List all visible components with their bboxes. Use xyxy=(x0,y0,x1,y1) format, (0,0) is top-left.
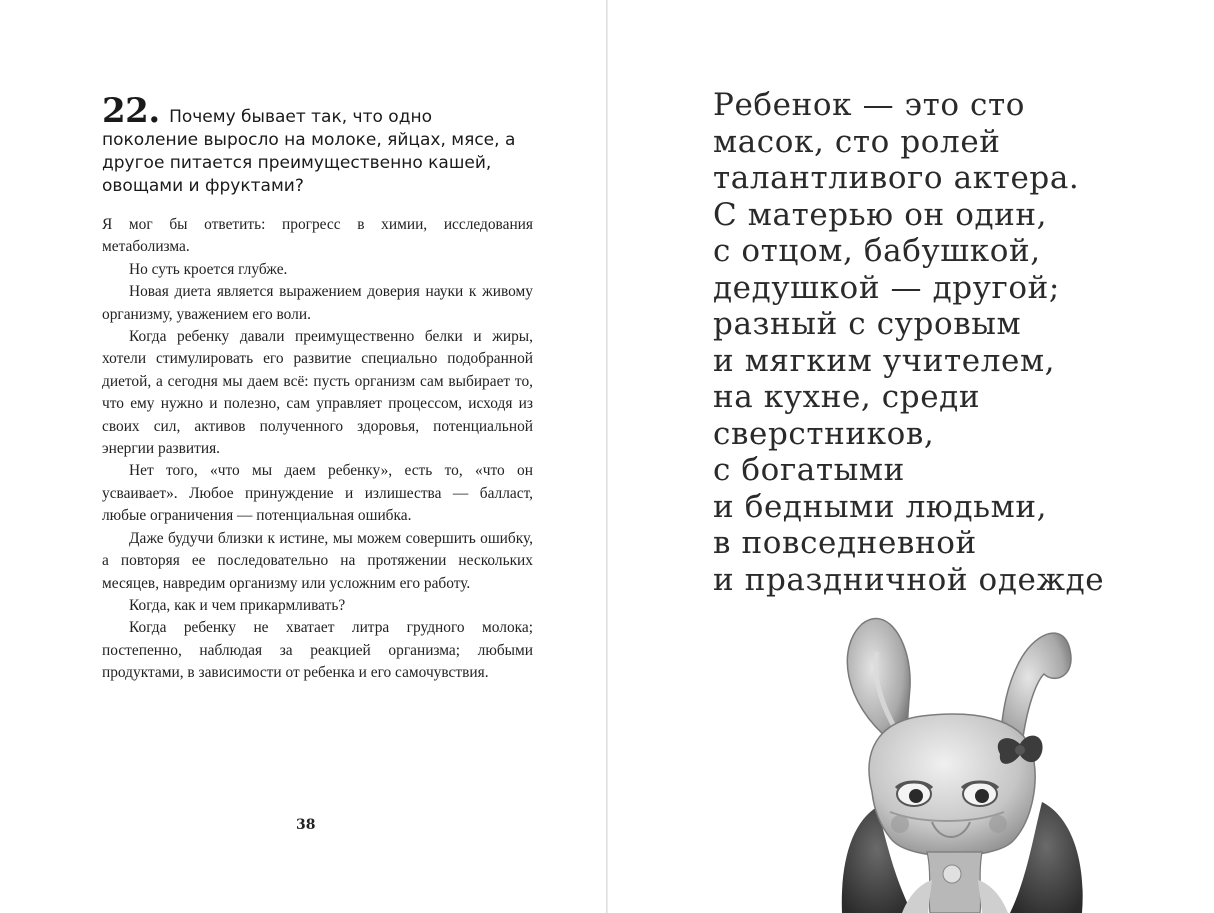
body-text xyxy=(102,214,533,685)
quote-line: на кухне, среди xyxy=(713,379,981,415)
paragraph: Когда ребенку не хватает литра грудного молока; постепенно, наблюдая за реакцией организма; любыми продуктами, в зависимости от ребенка и его самочувствия. xyxy=(102,619,533,682)
quote-line: разный с суровым xyxy=(713,306,1022,342)
quote-line: масок, сто ролей xyxy=(713,123,1001,160)
paragraph: Но суть кроется глубже. xyxy=(129,260,288,278)
question-number: 22. xyxy=(102,91,160,131)
quote-line: и праздничной одежде xyxy=(713,561,1105,598)
quote-line: Ребенок — это сто xyxy=(713,87,1026,123)
quote-line: сверстников, xyxy=(713,415,935,452)
paragraph: Новая диета является выражением доверия науки к живому организму, уважением его воли. xyxy=(102,283,533,323)
quote-line: с богатыми xyxy=(713,452,905,488)
page-number: 38 xyxy=(296,817,316,833)
quote-block xyxy=(713,87,1133,598)
paragraph: Нет того, «что мы даем ребенку», есть то, «что он усваивает». Любое принуждение и излишества — балласт, любые ограничения — потенциальная ошибка. xyxy=(102,462,533,525)
question-text: Почему бывает так, что одно поколение выросло на молоке, яйцах, мясе, а другое питается преимущественно кашей, овощами и фруктами? xyxy=(102,107,516,196)
right-page xyxy=(608,0,1214,913)
quote-line: с отцом, бабушкой, xyxy=(713,233,1041,269)
quote-line: дедушкой — другой; xyxy=(713,269,1060,306)
paragraph: Даже будучи близки к истине, мы можем совершить ошибку, а повторяя ее последовательно на протяжении нескольких месяцев, навредим организму или усложним его работу. xyxy=(102,529,533,592)
quote-line: в повседневной xyxy=(713,525,977,561)
quote-line: талантливого актера. xyxy=(713,160,1080,196)
question-heading xyxy=(102,91,532,198)
bunny-doll-illustration xyxy=(832,612,1092,913)
quote-line: и бедными людьми, xyxy=(713,488,1048,525)
quote-line: С матерью он один, xyxy=(713,196,1048,233)
quote-line: и мягким учителем, xyxy=(713,342,1056,379)
paragraph: Когда, как и чем прикармливать? xyxy=(129,596,346,614)
paragraph: Когда ребенку давали преимущественно белки и жиры, хотели стимулировать его развитие специально подобранной диетой, а сегодня мы даем всё: пусть организм сам выбирает то, что ему нужно и полезно, сам управляет процессом, исходя из своих сил, активов полученного здоровья, потенциальной энергии развития. xyxy=(102,328,533,458)
paragraph: Я мог бы ответить: прогресс в химии, исследования метаболизма. xyxy=(102,216,533,256)
